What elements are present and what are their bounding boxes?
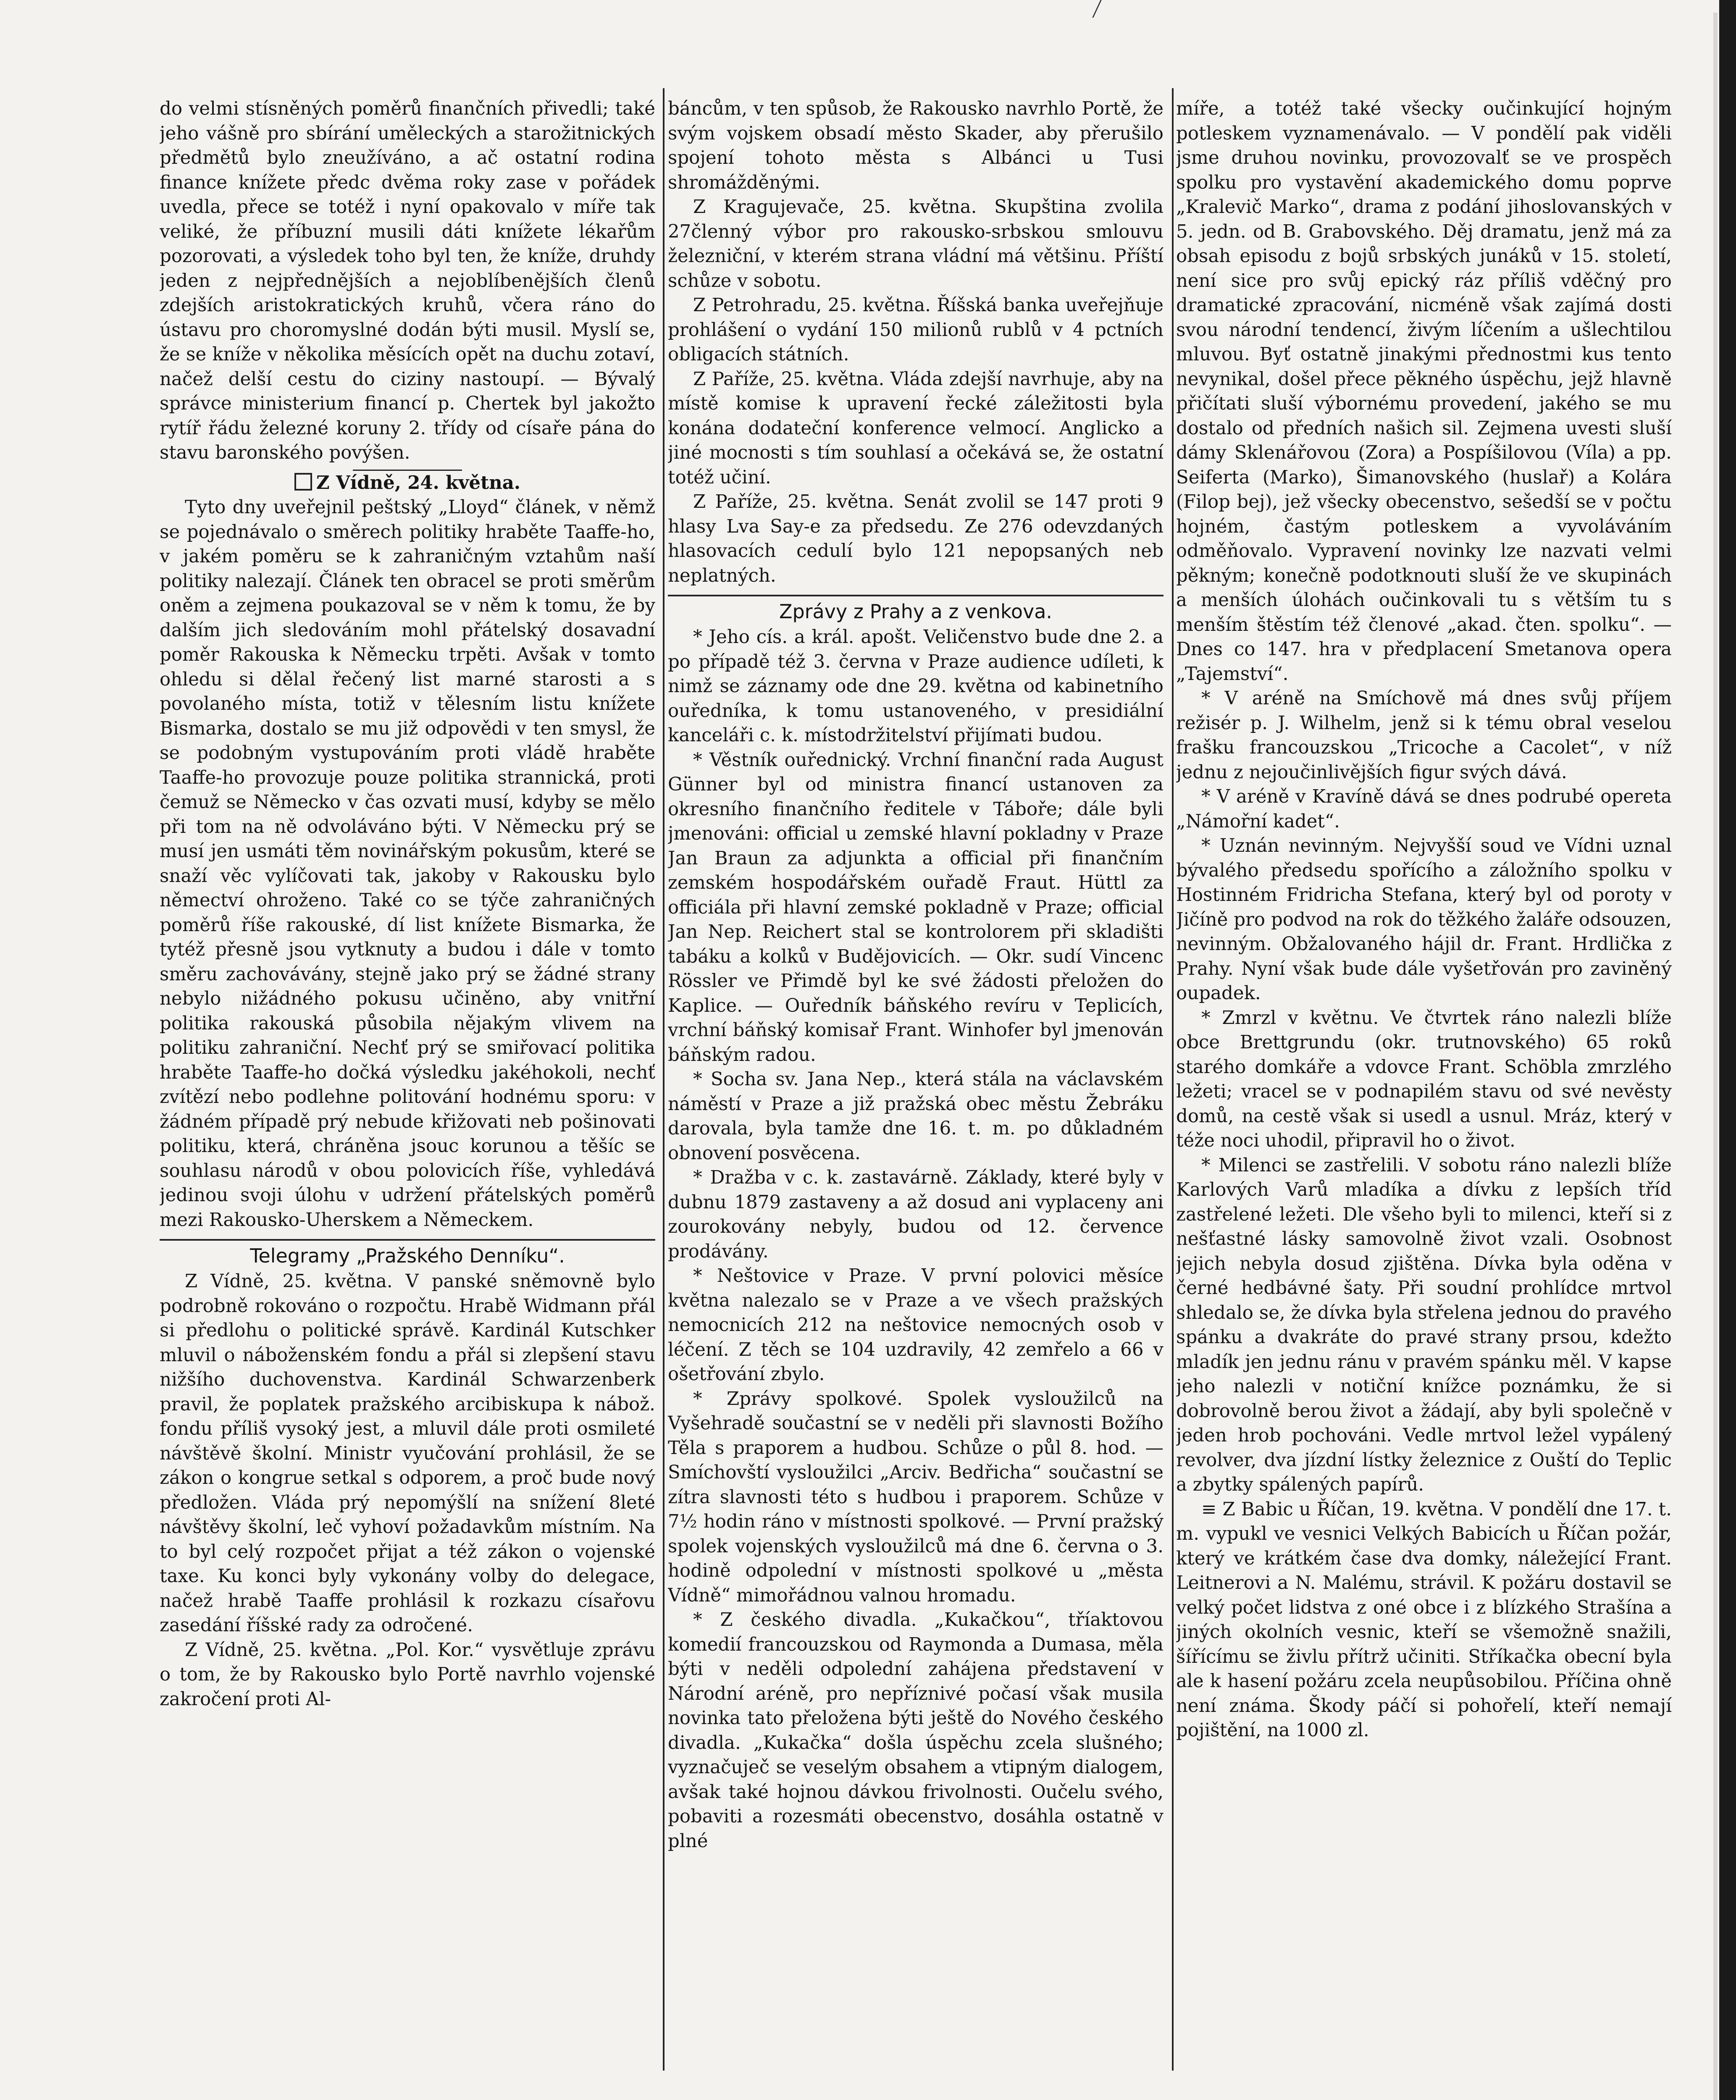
article-lloyd: Tyto dny uveřejnil peštský „Lloyd“ článek, v němž se pojednávalo o směrech politiky hraběte Taaffe-ho, v jakém poměru se k zahraničným vztahům naší politiky nalezají. Článek ten obracel se proti směrům oněm a zejmena poukazoval se v něm k tomu, že by dalším jich sledováním mohl přátelský dosavadní poměr Rakouska k Německu trpěti. Avšak v tomto ohledu si dělal řečený list marné starosti a s povolaného místa, totiž v tělesním listu knížete Bismarka, dostalo se mu již odpovědi v ten smysl, že se podobným vystupováním proti vládě hraběte Taaffe-ho provozuje pouze politika strannická, proti čemuž se Německo v čas ozvati musí, kdyby se mělo při tom na ně odvoláváno býti. V Německu prý se musí jen usmáti těm novinářským pokusům, které se snaží věc vylíčovati tak, jakoby v Rakousku bylo němectví ohroženo. Také co se týče zahraničných poměrů říše rakouské, dí list knížete Bismarka, že tytéž přesně jsou vytknuty a budou i dále v tomto směru zachovávány, stejně jako prý se žádné strany nebylo nižádného pokusu učiněno, aby vnitřní politika rakouská působila nějakým vlivem na politiku zahraniční. Nechť prý se smiřovací politika hraběte Taaffe-ho dočká výsledku jakéhokoli, nechť zvítězí nebo podlehne politování hodnému sporu: v žádném případě prý nebude křižovati neb pošinovati politiku, která, chráněna jsouc korunou a těšíc se souhlasu národů v obou polovicích říše, vyhledává jedinou svoji úlohu v udržení přátelských poměrů mezi Rakousko-Uherskem a Německem. [160,497,655,1231]
news-associations: * Zprávy spolkové. Spolek vysloužilců na Vyšehradě součastní se v neděli při slavnosti Božího Těla s praporem a hudbou. Schůze o půl 8. hod. — Smíchovští vysloužilci „Arciv. Bedřicha“ součastní se zítra slavnosti této s hudbou i praporem. Schůze v 7½ hodin ráno v místnosti spolkové. — První pražský spolek vojenských vysloužilců má dne 6. června o 3. hodině odpolední v místnosti spolkové u „města Vídně“ mimořádnou valnou hromadu. [668,1388,1163,1606]
news-smallpox: * Neštovice v Praze. V první polovici měsíce května nalezalo se v Praze a ve všech pražských nemocnicích 212 na neštovice nemocných osob v léčení. Z těch se 104 uzdravily, 42 zemřelo a 66 v ošetřování zbylo. [668,1265,1163,1385]
telegram-vienna-2: Z Vídně, 25. května. „Pol. Kor.“ vysvětluje zprávu o tom, že by Rakousko bylo Portě navrhlo vojenské zakročení proti Al- [160,1639,655,1710]
news-audience: * Jeho cís. a král. apošt. Veličenstvo bude dne 2. a po případě též 3. června v Praze audience udíleti, k nimž se záznamy ode dne 29. května od kabinetního ouředníka, k tomu ustanoveného, v presidiální kanceláři c. k. místodržitelství přijímati budou. [668,627,1163,746]
box-icon [294,473,312,491]
column-1 [160,97,655,2071]
telegram-vienna-1: Z Vídně, 25. května. V panské sněmovně bylo podrobně rokováno o rozpočtu. Hrabě Widmann přál si předlohu o politické správě. Kardinál Kutschker mluvil o náboženském fondu a přál si zlepšení stavu nižšího duchovenstva. Kardinál Schwarzenberk pravil, že poplatek pražského arcibiskupa k nábož. fondu příliš vysoký jest, a mluvil dále proti osmileté návštěvě školní. Ministr vyučování prohlásil, že se zákon o kongrue setkal s odporem, a proč bude nový předložen. Vláda prý nepomýšlí na snížení 8leté návštěvy školní, leč vyhoví požadavkům místním. Na to byl celý rozpočet přijat a též zákon o vojenské taxe. Ku konci byly vykonány volby do delegace, načež hrabě Taaffe prohlásil k rozkazu císařovu zasedání říšské rady za odročené. [160,1271,655,1636]
column-divider [1172,88,1174,2071]
telegram-petersburg: Z Petrohradu, 25. května. Říšská banka uveřejňuje prohlášení o vydání 150 milionů rublů v 4 pctních obligacích státních. [668,295,1163,365]
news-babice-fire: ≡ Z Babic u Říčan, 19. května. V pondělí dne 17. t. m. vypukl ve vesnici Velkých Babicích u Říčan požár, který ve krátkém čase dva domky, náležející Frant. Leitnerovi a N. Malému, strávil. K požáru dostavil se velký počet lidstva z oné obce i z blízkého Strašína a jiných okolních vesnic, kteří se všemožně snažili, šířícímu se živlu přítrž učiniti. Stříkačka obecní byla ale k hasení požáru zcela neupůsobilou. Příčina ohně není známa. Škody páčí si pohořelí, kteří nemají pojištění, na 1000 zl. [1176,1499,1672,1741]
section-heading-prague-news: Zprávy z Prahy a z venkova. [668,595,1163,625]
news-frozen: * Zmrzl v květnu. Ve čtvrtek ráno nalezli blíže obce Brettgrundu (okr. trutnovského) 65 roků starého domkáře a vdovce Frant. Schöbla zmrzlého ležeti; vracel se v podnapilém stavu od své nevěsty domů, na cestě však si usedl a usnul. Mráz, který v téže noci uhodil, připravil ho o život. [1176,1007,1672,1151]
section-heading-telegrams: Telegramy „Pražského Denníku“. [160,1239,655,1269]
news-acquitted: * Uznán nevinným. Nejvyšší soud ve Vídni uznal bývalého předsedu spořícího a záložního spolku v Hostinném Fridricha Stefana, který byl od poroty v Jičíně pro podvod na rok do těžkého žaláře odsouzen, nevinným. Obžalovaného hájil dr. Frant. Hrdlička z Prahy. Nyní však bude dále vyšetřován pro zaviněný oupadek. [1176,835,1672,1004]
column-divider [663,88,664,2071]
page-edge-inner [1713,13,1718,2100]
news-official-gazette: * Věstník ouřednický. Vrchní finanční rada August Günner byl od ministra financí ustanoven za okresního finančního ředitele v Táboře; dále byli jmenováni: official u zemské hlavní pokladny v Praze Jan Braun za adjunkta a official při finančním zemském hospodářském ouřadě Fraut. Hüttl za officiála při hlavní zemské pokladně v Praze; official Jan Nep. Reichert stal se kontrolorem při skladišti tabáku a kolků v Budějovicích. — Okr. sudí Vincenc Rössler ve Přimdě byl ke své žádosti přeložen do Kaplice. — Ouředník báňského revíru v Teplicích, vrchní báňský komisař Frant. Winhofer byl jmenován báňským radou. [668,749,1163,1066]
telegram-paris-2: Z Paříže, 25. května. Senát zvolil se 147 proti 9 hlasy Lva Say-e za předsedu. Ze 276 odevzdaných hlasovacích cedulí bylo 121 nepopsaných neb neplatných. [668,491,1163,586]
telegram-paris-1: Z Paříže, 25. května. Vláda zdejší navrhuje, aby na místě komise k upravení řecké záležitosti byla konána dodateční konference velmocí. Anglicko a jiné mocnosti s tím souhlasí a očekává se, že ostatní totéž učiní. [668,368,1163,488]
telegram-continuation: báncům, v ten spůsob, že Rakousko navrhlo Portě, že svým vojskem obsadí město Skader, aby přerušilo spojení tohoto města s Albánci u Tusi shromážděnými. [668,98,1163,193]
page-edge [1719,0,1736,2100]
column-2 [668,97,1163,2071]
news-theatre: * Z českého divadla. „Kukačkou“, tříaktovou komedií francouzskou od Raymonda a Dumasa, měla býti v neděli odpolední zahájena představení v Národní aréně, pro nepříznivé počasí však musila novinka tato přeložena býti ještě do Nového českého divadla. „Kukačka“ došla úspěchu zcela slušného; vyznačuječ se veselým obsahem a vtipným dialogem, avšak také hojnou dávkou frivolnosti. Oučelu svého, pobaviti a rozesmáti obecenstvo, dosáhla ostatně v plné [668,1609,1163,1852]
column-3 [1176,97,1672,2071]
news-arena-kravin: * V aréně v Kravíně dává se dnes podrubé opereta „Námořní kadet“. [1176,786,1672,832]
article-continuation: do velmi stísněných poměrů finančních přivedli; také jeho vášně pro sbírání uměleckých a starožitnických předmětů bylo zneužíváno, a ač ostatní rodina finance knížete předc dvěma roky zase v pořádek uvedla, přece se totéž i nyní opakovalo v míře tak veliké, že příbuzní musili dáti knížete lékařům pozorovati, a výsledek toho byl ten, že kníže, druhdy jeden z nejpřednějších a nejoblíbenějších členů zdejších aristokratických kruhů, včera ráno do ústavu pro choromyslné dodán býti musil. Myslí se, že se kníže v několika měsících opět na duchu zotaví, načež delší cestu do ciziny nastoupí. — Bývalý správce ministerium financí p. Chertek byl jakožto rytíř řádu železné koruny 2. třídy od císaře pána do stavu baronského povýšen. [160,98,655,463]
telegram-kragujevac: Z Kragujevače, 25. května. Skupština zvolila 27členný výbor pro rakousko-srbskou smlouvu železniční, v kterém strana vládní má většinu. Příští schůze v sobotu. [668,197,1163,291]
news-lovers: * Milenci se zastřelili. V sobotu ráno nalezli blíže Karlových Varů mladíka a dívku z lepších tříd zastřelené ležeti. Dle všeho byli to milenci, kteří si z nešťastné lásky samovolně život vzali. Osobnost jejich nebyla dosud zjištěna. Dívka byla oděna v černé hedbávné šaty. Při soudní prohlídce mrtvol shledalo se, že dívka byla střelena jednou do pravého spánku a dvakráte do pravé strany prsou, kdežto mladík jen jednu ránu v pravém spánku měl. V kapse jeho nalezli v notiční knížce poznámku, že si dobrovolně berou život a žádají, aby byli společně v jeden hrob pochováni. Vedle mrtvol ležel vypálený revolver, dva jízdní lístky železnice z Ouští do Teplic a zbytky spálených papírů. [1176,1155,1672,1495]
theatre-continuation: míře, a totéž také všecky oučinkující hojným potleskem vyznamenávalo. — V pondělí pak viděli jsme druhou novinku, provozovalť se ve prospěch spolku pro vystavění akademického domu poprve „Kralevič Marko“, drama z podání jihoslovanských v 5. jedn. od B. Grabovského. Děj dramatu, jenž má za obsah episodu z bojů srbských junáků v 15. století, není sice pro svůj epický ráz příliš vděčný pro dramatické zpracování, nicméně však zajímá dosti svou národní tendencí, živým líčením a ušlechtilou mluvou. Byť ostatně jinakými přednostmi kus tento nevynikal, došel přece pěkného úspěchu, jejž hlavně přičítati sluší výbornému provedení, jakého se mu dostalo od předních našich sil. Zejmena uvesti sluší dámy Sklenářovou (Zora) a Pospíšilovou (Víla) a pp. Seiferta (Marko), Šimanovského (huslař) a Kolára (Filop bej), jež všecky obecenstvo, sešedší se v počtu hojném, častým potleskem a vyvoláváním odměňovalo. Vypravení novinky lze nazvati velmi pěkným; konečně podotknouti sluší že ve skupinách a menších úlohách oučinkovali tu s větším tu s menším štěstím též členové „akad. čten. spolku“. — Dnes co 147. hra v předplacení Smetanova opera „Tajemství“. [1176,98,1672,685]
dateline: Z Vídně, 24. května. [160,471,655,496]
news-statue: * Socha sv. Jana Nep., která stála na václavském náměstí v Praze a již pražská obec městu Žebráku darovala, byla tamže dne 16. t. m. po důkladném obnovení posvěcena. [668,1069,1163,1164]
news-auction: * Dražba v c. k. zastavárně. Základy, které byly v dubnu 1879 zastaveny a až dosud ani vyplaceny ani zourokovány nebyly, budou od 12. července prodávány. [668,1167,1163,1262]
pen-mark [1079,0,1102,18]
news-arena-smichov: * V aréně na Smíchově má dnes svůj příjem režisér p. J. Wilhelm, jenž si k tému obral veselou frašku francouzskou „Tricoche a Cacolet“, v níž jednu z nejoučinlivějších figur svých dává. [1176,688,1672,783]
